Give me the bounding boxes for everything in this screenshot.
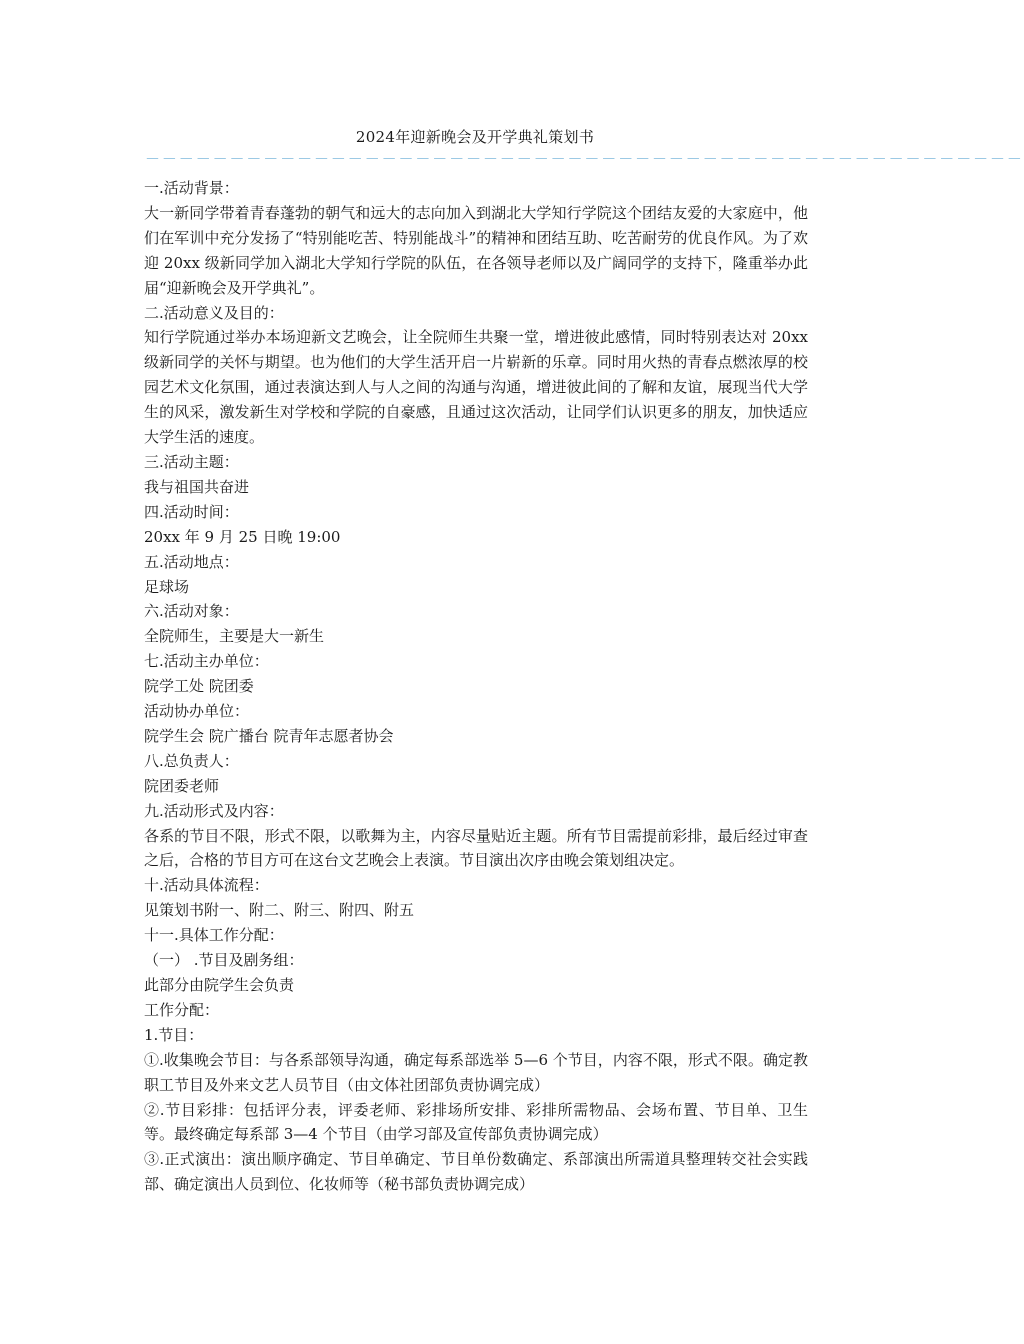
list-item-collect-programs: ①.收集晚会节目：与各系部领导沟通，确定每系部选举 5—6 个节目，内容不限，形式不限。确定教职工节目及外来文艺人员节目（由文体社团部负责协调完成） <box>144 1050 808 1094</box>
paragraph-co-organizer: 院学生会 院广播台 院青年志愿者协会 <box>144 726 394 745</box>
list-item-performance: ③.正式演出：演出顺序确定、节目单确定、节目单份数确定、系部演出所需道具整理转交社会实践部、确定演出人员到位、化妆师等（秘书部负责协调完成） <box>144 1150 808 1194</box>
paragraph-organizer: 院学工处 院团委 <box>144 677 254 696</box>
document-body <box>144 176 808 1197</box>
section-heading-location: 五.活动地点： <box>144 552 239 571</box>
paragraph-leader: 院团委老师 <box>144 776 220 795</box>
section-heading-theme: 三.活动主题： <box>144 452 239 471</box>
section-heading-audience: 六.活动对象： <box>144 602 239 621</box>
paragraph-theme: 我与祖国共奋进 <box>144 477 250 496</box>
section-heading-organizer: 七.活动主办单位： <box>144 652 269 671</box>
subheading-programs: 1.节目： <box>144 1025 204 1044</box>
list-item-rehearsal: ②.节目彩排：包括评分表，评委老师、彩排场所安排、彩排所需物品、会场布置、节目单、卫生等。最终确定每系部 3—4 个节目（由学习部及宣传部负责协调完成） <box>144 1100 808 1144</box>
section-heading-purpose: 二.活动意义及目的： <box>144 303 284 322</box>
document-title: 2024年迎新晚会及开学典礼策划书 <box>355 128 595 146</box>
subheading-program-group: （一） .节目及剧务组： <box>144 951 304 970</box>
paragraph-audience: 全院师生，主要是大一新生 <box>144 627 325 646</box>
paragraph-program-group-owner: 此部分由院学生会负责 <box>144 976 295 994</box>
section-heading-process: 十.活动具体流程： <box>144 876 269 895</box>
paragraph-time: 20xx 年 9 月 25 日晚 19:00 <box>144 527 341 546</box>
title-divider: －－－－－－－－－－－－－－－－－－－－－－－－－－－－－－－－－－－－－－－－－－－－－－－－－－－－ <box>145 150 1024 168</box>
section-heading-format: 九.活动形式及内容： <box>144 801 284 820</box>
paragraph-location: 足球场 <box>144 577 190 596</box>
subheading-work-assignment: 工作分配： <box>144 1000 220 1019</box>
section-heading-assignment: 十一.具体工作分配： <box>144 926 284 945</box>
section-heading-time: 四.活动时间： <box>144 502 239 521</box>
section-heading-leader: 八.总负责人： <box>144 751 239 770</box>
paragraph-purpose: 知行学院通过举办本场迎新文艺晚会，让全院师生共聚一堂，增进彼此感情，同时特别表达对 20xx 级新同学的关怀与期望。也为他们的大学生活开启一片崭新的乐章。同时用火热的青春点燃浓厚的校园艺术文化氛围，通过表演达到人与人之间的沟通与沟通，增进彼此间的了解和友谊，展现当代大学生的风采，激发新生对学校和学院的自豪感，且通过这次活动，让同学们认识更多的朋友，加快适应大学生活的速度。 <box>144 328 808 447</box>
paragraph-format: 各系的节目不限，形式不限，以歌舞为主，内容尽量贴近主题。所有节目需提前彩排，最后经过审查之后，合格的节目方可在这台文艺晚会上表演。节目演出次序由晚会策划组决定。 <box>144 826 808 870</box>
subheading-co-organizer: 活动协办单位： <box>144 702 250 721</box>
paragraph-process: 见策划书附一、附二、附三、附四、附五 <box>144 901 415 920</box>
section-heading-background: 一.活动背景： <box>144 179 239 197</box>
paragraph-background: 大一新同学带着青春蓬勃的朝气和远大的志向加入到湖北大学知行学院这个团结友爱的大家庭中，他们在军训中充分发扬了“特别能吃苦、特别能战斗”的精神和团结互助、吃苦耐劳的优良作风。为了欢迎 20xx 级新同学加入湖北大学知行学院的队伍，在各领导老师以及广阔同学的支持下，隆重举办此届“迎新晚会及开学典礼”。 <box>144 203 808 297</box>
